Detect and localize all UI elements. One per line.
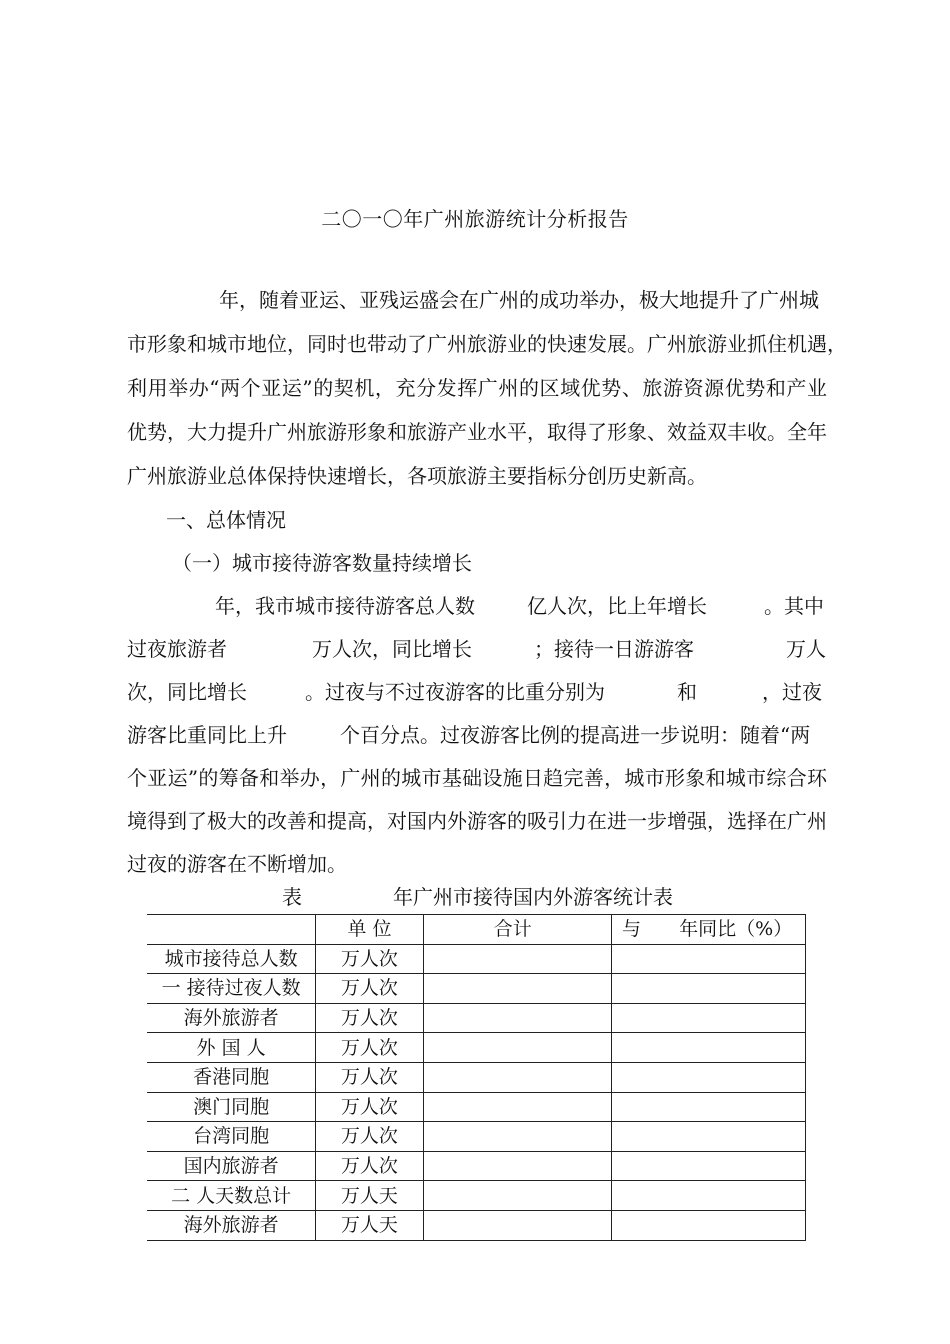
row-unit: 万人次 (316, 974, 424, 1004)
table-row (147, 1033, 806, 1063)
intro-line-5: 广州旅游业总体保持快速增长，各项旅游主要指标分创历史新高。 (127, 464, 707, 488)
row-total (423, 1122, 611, 1152)
para1-line-4 (127, 720, 827, 750)
row-unit: 万人次 (316, 1033, 424, 1063)
row-label: 二 人天数总计 (147, 1181, 316, 1211)
row-label: 台湾同胞 (147, 1122, 316, 1152)
row-total (423, 1062, 611, 1092)
table-row (147, 1122, 806, 1152)
row-yoy (612, 1181, 806, 1211)
para1-l2-b: 万人次，同比增长 (312, 637, 472, 661)
row-yoy (612, 1003, 806, 1033)
table-row (147, 944, 806, 974)
row-label: 一 接待过夜人数 (147, 974, 316, 1004)
table-row (147, 1151, 806, 1181)
row-yoy (612, 1062, 806, 1092)
row-total (423, 1092, 611, 1122)
para1-l2-c: ；接待一日游游客 (534, 637, 694, 661)
row-total (423, 1033, 611, 1063)
row-yoy (612, 1210, 806, 1240)
row-yoy (612, 1122, 806, 1152)
row-total (423, 1210, 611, 1240)
row-label: 城市接待总人数 (147, 944, 316, 974)
row-total (423, 974, 611, 1004)
table-row (147, 1210, 806, 1240)
para1-l3-d: ，过夜 (762, 680, 822, 704)
table-row (147, 1003, 806, 1033)
para1-l2-d: 万人 (786, 637, 826, 661)
table-row (147, 1092, 806, 1122)
table-row (147, 1181, 806, 1211)
row-unit: 万人次 (316, 1003, 424, 1033)
row-label: 外 国 人 (147, 1033, 316, 1063)
para1-l1-b: 亿人次，比上年增长 (527, 594, 707, 618)
row-unit: 万人天 (316, 1210, 424, 1240)
para1-l3-b: 。过夜与不过夜游客的比重分别为 (305, 680, 605, 704)
visitor-stats-table (147, 914, 806, 1241)
section-heading-overview: 一、总体情况 (166, 508, 286, 532)
row-total (423, 1151, 611, 1181)
para1-l3-a: 次，同比增长 (127, 680, 247, 704)
header-total: 合计 (423, 915, 611, 945)
row-yoy (612, 944, 806, 974)
para1-l4-b: 个百分点。过夜游客比例的提高进一步说明：随着“两 (340, 723, 811, 747)
row-total (423, 1181, 611, 1211)
para1-l2-a: 过夜旅游者 (127, 637, 227, 661)
row-label: 海外旅游者 (147, 1003, 316, 1033)
para1-l3-c: 和 (677, 680, 697, 704)
intro-line-1 (127, 285, 827, 315)
row-yoy (612, 974, 806, 1004)
subsection-heading-visitors: （一）城市接待游客数量持续增长 (172, 551, 472, 575)
row-total (423, 1003, 611, 1033)
para1-l1-c: 。其中 (764, 594, 824, 618)
row-unit: 万人次 (316, 1092, 424, 1122)
para1-line-2 (127, 634, 827, 664)
para1-line-5: 个亚运”的筹备和举办，广州的城市基础设施日趋完善，城市形象和城市综合环 (127, 766, 827, 790)
intro-line-3: 利用举办“两个亚运”的契机，充分发挥广州的区域优势、旅游资源优势和产业 (127, 376, 827, 400)
table-caption-title: 年广州市接待国内外游客统计表 (393, 885, 673, 909)
header-unit: 单 位 (316, 915, 424, 945)
row-label: 海外旅游者 (147, 1210, 316, 1240)
table-row (147, 974, 806, 1004)
header-yoy-suffix: 年同比（%） (679, 918, 793, 941)
row-total (423, 944, 611, 974)
row-unit: 万人天 (316, 1181, 424, 1211)
table-caption-prefix: 表 (282, 885, 302, 909)
para1-line-1 (127, 591, 827, 621)
document-title: 二〇一〇年广州旅游统计分析报告 (321, 207, 629, 231)
row-yoy (612, 1033, 806, 1063)
table-row (147, 1062, 806, 1092)
row-unit: 万人次 (316, 1062, 424, 1092)
para1-l4-a: 游客比重同比上升 (127, 723, 287, 747)
row-label: 国内旅游者 (147, 1151, 316, 1181)
para1-line-6: 境得到了极大的改善和提高，对国内外游客的吸引力在进一步增强，选择在广州 (127, 809, 827, 833)
para1-line-7: 过夜的游客在不断增加。 (127, 852, 347, 876)
intro-line-2: 市形象和城市地位，同时也带动了广州旅游业的快速发展。广州旅游业抓住机遇， (127, 332, 847, 356)
header-yoy (612, 915, 806, 945)
para1-line-3 (127, 677, 827, 707)
row-unit: 万人次 (316, 944, 424, 974)
para1-l1-a: 年，我市城市接待游客总人数 (215, 594, 475, 618)
intro-line-4: 优势，大力提升广州旅游形象和旅游产业水平，取得了形象、效益双丰收。全年 (127, 420, 827, 444)
header-label-cell (147, 915, 316, 945)
row-label: 澳门同胞 (147, 1092, 316, 1122)
header-yoy-prefix: 与 (622, 918, 642, 941)
row-label: 香港同胞 (147, 1062, 316, 1092)
row-yoy (612, 1092, 806, 1122)
table-header-row (147, 915, 806, 945)
row-yoy (612, 1151, 806, 1181)
intro-line-1-text: 年，随着亚运、亚残运盛会在广州的成功举办，极大地提升了广州城 (219, 288, 819, 312)
row-unit: 万人次 (316, 1151, 424, 1181)
row-unit: 万人次 (316, 1122, 424, 1152)
